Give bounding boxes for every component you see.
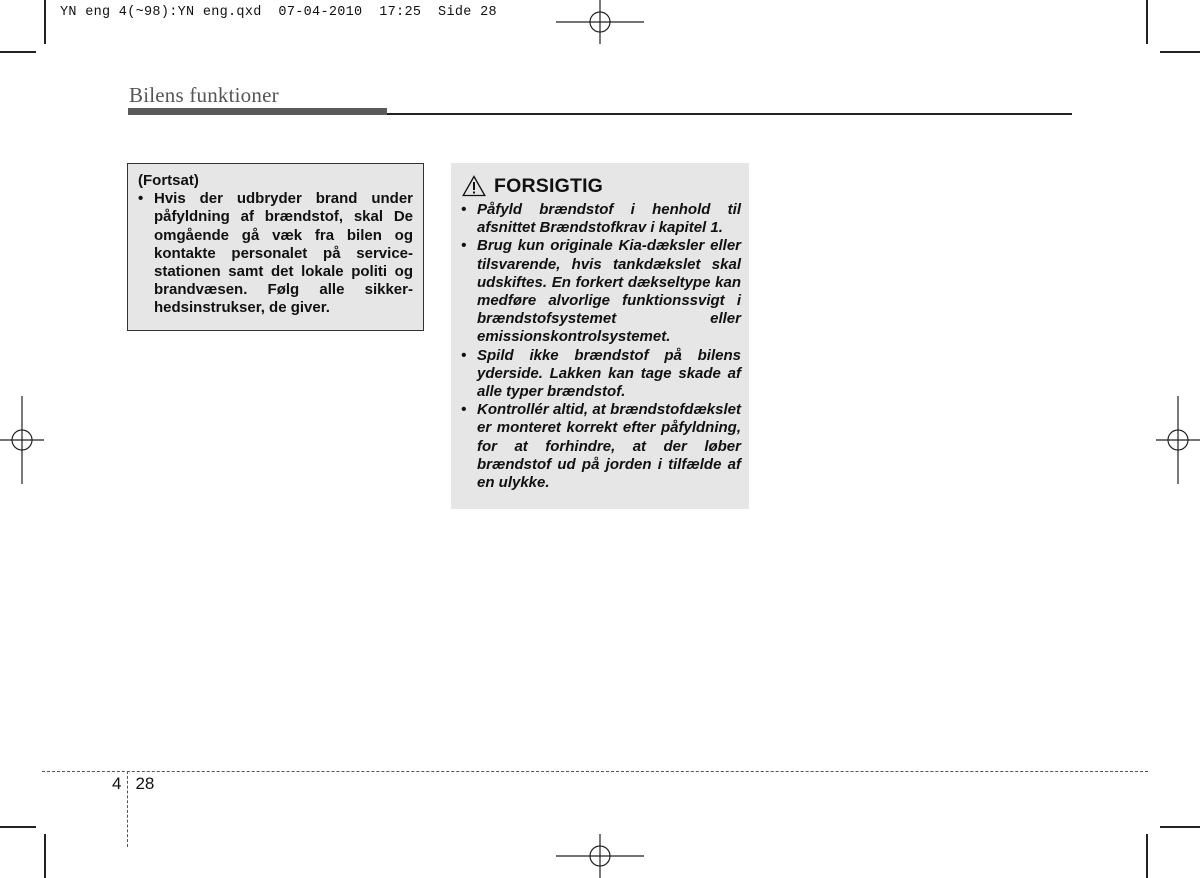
crop-mark-top-left-v xyxy=(44,0,46,44)
bullet-marker: • xyxy=(461,201,467,218)
crop-mark-bottom-left-h xyxy=(0,826,36,828)
registration-mark-top-icon xyxy=(556,0,644,46)
continued-label: (Fortsat) xyxy=(138,172,199,189)
list-item xyxy=(461,347,741,402)
warning-triangle-icon xyxy=(462,175,486,197)
footer-dashed-rule xyxy=(42,771,1148,772)
registration-mark-bottom-icon xyxy=(556,832,644,878)
page-number-value: 28 xyxy=(135,774,155,793)
crop-mark-bottom-right-h xyxy=(1160,826,1200,828)
bullet-marker: • xyxy=(461,401,467,419)
caution-list xyxy=(461,201,741,492)
bullet-marker: • xyxy=(461,237,467,255)
bullet-marker: • xyxy=(461,346,467,364)
caution-box xyxy=(451,163,749,509)
list-item-text: Påfyld brændstof i henhold til afsnittet Brændstofkrav i kapitel 1. xyxy=(477,201,741,237)
list-item-text: Kontrollér altid, at brændstofdækslet er monteret korrekt efter påfyldning, for at forhindre, at der løber brændstof ud på jorden i tilfælde af en ulykke. xyxy=(477,401,741,492)
caution-title: FORSIGTIG xyxy=(494,174,604,197)
registration-mark-left-icon xyxy=(0,396,46,484)
crop-mark-top-right-h xyxy=(1160,51,1200,53)
crop-mark-bottom-right-v xyxy=(1146,834,1148,878)
list-item-text: Hvis der udbryder brand under påfyldning af brændstof, skal De omgående gå væk fra bilen og kontakte personalet på servicestationen samt det lokale politi og brandvæsen. Følg alle sikkerhedsinstrukser, de giver. xyxy=(154,190,413,317)
list-item xyxy=(461,201,741,237)
page-number xyxy=(112,774,154,794)
header-rule-thick xyxy=(128,108,387,115)
list-item xyxy=(461,401,741,492)
list-item-text: Brug kun originale Kia-dæksler eller tilsvarende, hvis tankdækslet skal udskiftes. En forkert dækseltype kan medføre alvorlige funktionssvigt i brændstofsystemet eller emissionskontrolsystemet. xyxy=(477,237,741,346)
section-title: Bilens funktioner xyxy=(129,83,279,107)
bullet-marker: • xyxy=(138,190,144,208)
registration-mark-right-icon xyxy=(1154,396,1200,484)
list-item xyxy=(461,237,741,346)
crop-mark-top-left-h xyxy=(0,51,36,53)
chapter-number: 4 xyxy=(112,774,122,793)
continued-note-box xyxy=(127,163,424,331)
print-slug-line: YN eng 4(~98):YN eng.qxd 07-04-2010 17:25 Side 28 xyxy=(60,5,497,20)
crop-mark-top-right-v xyxy=(1146,0,1148,44)
caution-header xyxy=(462,173,741,199)
list-item xyxy=(138,190,413,317)
list-item-text: Spild ikke brændstof på bilens yderside. Lakken kan tage skade af alle typer brændstof. xyxy=(477,346,741,401)
header-rule-thin xyxy=(387,113,1072,115)
crop-mark-bottom-left-v xyxy=(44,834,46,878)
